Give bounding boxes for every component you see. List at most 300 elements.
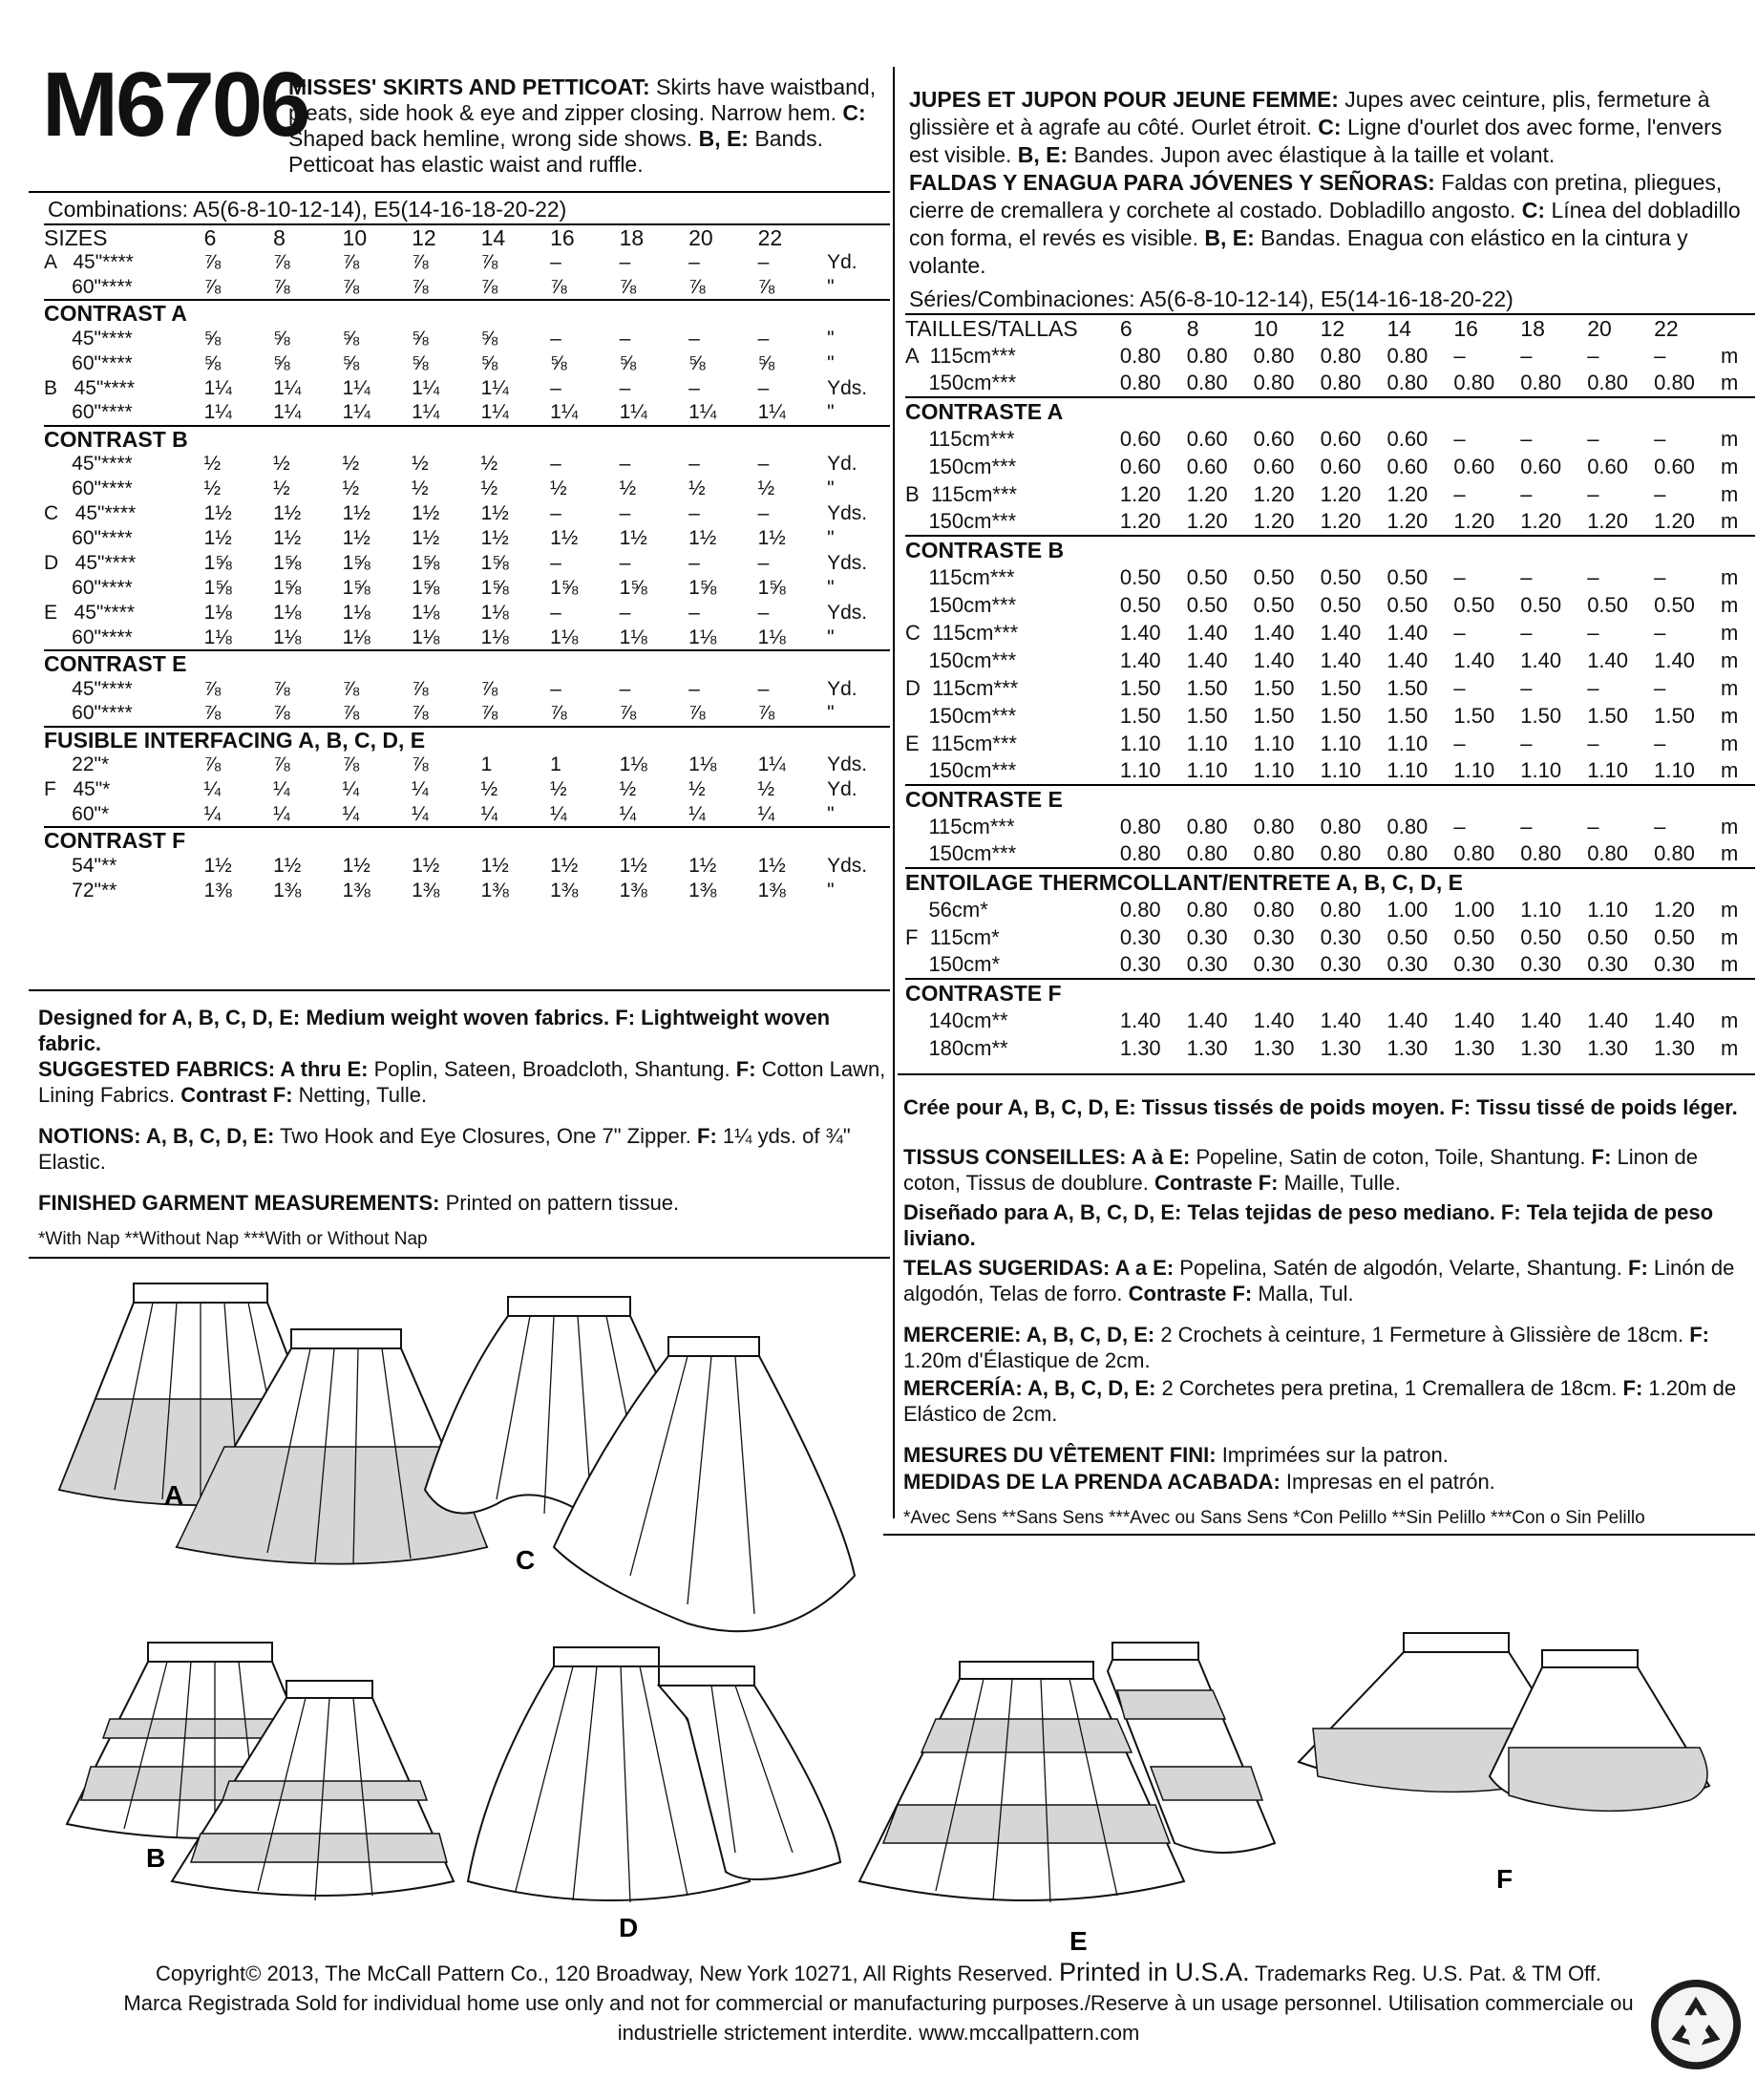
yardage-cell: 1.50 [1387,703,1429,728]
yardage-cell: – [688,327,700,350]
yardage-cell: 1.50 [1587,703,1629,728]
fabric-width-label: 150cm*** [905,509,1017,534]
size-header-16: 16 [1453,314,1520,342]
yardage-cell: 1.10 [1186,758,1228,783]
yardage-cell: 0.60 [1320,426,1362,451]
yardage-cell: 1.30 [1453,1035,1495,1060]
yardage-row [905,702,1755,730]
yardage-cell: 1.50 [1387,675,1429,700]
tissus-conseilles [903,1144,1753,1196]
intro-french [909,86,1757,169]
yardage-cell: – [1453,426,1466,451]
yardage-cell: – [757,502,770,525]
yardage-cell: 0.50 [1186,592,1228,617]
yardage-cell: – [619,251,631,274]
yardage-cell: 1⅝ [273,577,302,600]
yardage-cell: 0.60 [1253,426,1295,451]
suggested-cf: Contrast F: [180,1083,293,1107]
yardage-cell: – [757,677,770,700]
yardage-cell: ½ [342,477,360,500]
yardage-cell: 1.10 [1587,897,1629,922]
view-d-illustration [468,1647,840,1902]
yardage-cell: 1.40 [1186,1008,1228,1032]
yardage-cell: 0.60 [1520,454,1562,478]
yardage-cell: 1.30 [1186,1035,1228,1060]
unit-cell: " [827,327,835,350]
size-header-6: 6 [1120,314,1187,342]
yardage-cell: 1⅝ [757,577,786,600]
unit-cell: m [1721,481,1739,506]
intro-es-body: Faldas con pretina, pliegues, cierre de cremallera y corchete al costado. Dobladillo angosto. [909,170,1723,223]
yardage-cell: ½ [550,477,567,500]
yardage-cell: ⅞ [619,702,637,725]
yardage-cell: – [550,552,561,575]
yardage-cell: – [550,677,561,700]
fabric-width-label: D 115cm*** [905,675,1019,700]
yardage-cell: 1.40 [1453,647,1495,672]
yardage-cell: ½ [342,453,360,476]
yardage-cell: 1¼ [342,401,370,424]
unit-cell: m [1721,897,1739,922]
unit-cell: m [1721,343,1739,368]
yardage-cell: ½ [273,453,290,476]
yardage-cell: – [1453,481,1466,506]
yardage-cell: ⅞ [412,275,429,298]
yardage-cell: 0.80 [1320,371,1362,395]
yardage-cell: ⅞ [342,251,360,274]
yardage-cell: 1.20 [1253,509,1295,534]
yardage-row [905,840,1755,868]
yardage-cell: ¼ [342,778,360,801]
yardage-cell: – [688,552,700,575]
finished-text: Printed on pattern tissue. [439,1191,680,1215]
yardage-cell: 1.40 [1186,620,1228,645]
yardage-cell: 1⅝ [550,577,579,600]
yardage-row [44,626,890,650]
yardage-cell: 1½ [203,502,232,525]
fabric-width-label: 60"**** [44,626,133,648]
yardage-cell: ½ [688,778,706,801]
yardage-cell: ⅞ [619,275,637,298]
yardage-row [44,351,890,376]
yardage-cell: 1⅛ [273,602,302,625]
yardage-cell: 1⅜ [757,879,786,902]
yardage-row [905,730,1755,757]
yardage-cell: ⅞ [342,753,360,776]
unit-cell: m [1721,620,1739,645]
notes-bottom-rule-en [29,1257,890,1259]
section-heading-row [44,650,890,676]
yardage-cell: 1.10 [1520,897,1562,922]
yardage-cell: ¼ [757,802,775,825]
yardage-cell: 1.10 [1520,758,1562,783]
yardage-cell: – [550,502,561,525]
yardage-cell: – [1654,620,1666,645]
medidas-text: Impresas en el patrón. [1280,1470,1495,1494]
yardage-cell: ⅝ [757,351,775,374]
unit-cell: Yds. [827,753,868,776]
yardage-cell: 0.30 [1520,952,1562,977]
yardage-cell: 0.80 [1587,841,1629,866]
yardage-cell: 1¼ [203,401,232,424]
section-heading: CONTRAST A [44,300,890,326]
trademark-text: Trademarks Reg. U.S. Pat. & TM Off. [1249,1962,1601,1985]
yardage-cell: 0.80 [1253,371,1295,395]
yardage-cell: 1½ [342,502,370,525]
fabric-width-label: B 45"**** [44,376,136,399]
yardage-cell: 1.30 [1587,1035,1629,1060]
yardage-cell: 0.80 [1453,841,1495,866]
yardage-cell: ⅝ [203,351,222,374]
yardage-cell: 1⅛ [412,602,440,625]
yardage-cell: 1½ [342,854,370,877]
yardage-cell: – [1520,731,1533,755]
yardage-cell: ⅞ [203,702,222,725]
size-header-10: 10 [1254,314,1321,342]
intro-fr-c-text: Ligne d'ourlet dos avec forme, l'envers est visible. [909,115,1723,167]
fabric-width-label: 72"** [44,879,117,902]
yardage-cell: – [757,327,770,350]
yardage-cell: – [1520,426,1533,451]
yardage-cell: – [1520,564,1533,589]
unit-cell: " [827,477,835,500]
yardage-cell: 1¼ [480,376,509,399]
yardage-cell: ⅝ [480,327,498,350]
yardage-cell: 1.20 [1520,509,1562,534]
yardage-cell: ¼ [412,778,429,801]
intro-en-be: B, E: [698,126,749,151]
yardage-cell: 1.40 [1253,647,1295,672]
intro-fr-title: JUPES ET JUPON POUR JEUNE FEMME: [909,87,1339,112]
yardage-row [44,250,890,275]
disenado-para [903,1199,1753,1251]
yardage-cell: 1⅜ [619,879,647,902]
yardage-cell: 0.50 [1387,564,1429,589]
unit-cell: m [1721,814,1739,838]
unit-cell: " [827,626,835,648]
fabric-width-label: 150cm*** [905,371,1017,395]
tissus-cf-text: Maille, Tulle. [1278,1171,1401,1195]
yardage-cell: 0.30 [1387,952,1429,977]
merceria-f: F: [1622,1376,1643,1400]
nap-legend-en: *With Nap **Without Nap ***With or Without Nap [38,1229,428,1249]
yardage-cell: 0.80 [1253,841,1295,866]
size-header-12: 12 [412,224,481,250]
intro-spanish [909,169,1757,280]
yardage-cell: 1 [550,753,561,776]
yardage-row [44,376,890,401]
yardage-row [905,951,1755,979]
suggested-f: F: [735,1057,756,1081]
yardage-cell: ⅝ [342,351,360,374]
section-heading-row [905,868,1755,896]
yardage-cell: 0.50 [1387,924,1429,949]
yardage-cell: 1.10 [1320,758,1362,783]
merceria-f-text: 1.20m de Elástico de 2cm. [903,1376,1737,1426]
fabric-width-label: 140cm** [905,1008,1008,1032]
yardage-cell: ⅝ [342,327,360,350]
yardage-cell: ¼ [480,802,498,825]
yardage-cell: – [757,376,770,399]
yardage-cell: 1⅛ [342,626,370,648]
yardage-cell: 1.10 [1453,758,1495,783]
size-header-unit [827,224,890,250]
fabric-width-label: 150cm* [905,952,1001,977]
yardage-cell: 1¼ [412,376,440,399]
yardage-cell: 1⅝ [619,577,647,600]
yardage-cell: 0.80 [1186,814,1228,838]
yardage-cell: 0.80 [1119,814,1161,838]
yardage-cell: ⅞ [273,702,290,725]
yardage-cell: 1.40 [1654,647,1695,672]
combinations-en: Combinations: A5(6-8-10-12-14), E5(14-16-18-20-22) [48,197,567,222]
size-header-12: 12 [1321,314,1387,342]
mercerie-text: 2 Crochets à ceinture, 1 Fermeture à Glissière de 18cm. [1154,1323,1690,1347]
yardage-cell: 1⅛ [342,602,370,625]
intro-en-c: C: [842,100,866,125]
yardage-cell: 1¼ [619,401,647,424]
yardage-cell: 1.20 [1253,481,1295,506]
size-header-row [44,224,890,250]
yardage-cell: ⅞ [757,275,775,298]
yardage-cell: ⅞ [412,702,429,725]
yardage-row [44,401,890,426]
yardage-cell: 0.80 [1253,897,1295,922]
section-heading: CONTRAST E [44,650,890,676]
fabric-width-label: 54"** [44,854,117,877]
size-header-8: 8 [273,224,343,250]
yardage-table-metric [905,313,1755,1062]
yardage-cell: 1.40 [1587,1008,1629,1032]
yardage-row [905,619,1755,647]
intro-fr-body: Jupes avec ceinture, plis, fermeture à glissière et à agrafe au côté. Ourlet étroit. [909,87,1710,139]
unit-cell: Yd. [827,251,857,274]
section-heading: ENTOILAGE THERMCOLLANT/ENTRETE A, B, C, D, E [905,868,1755,896]
fabric-width-label: F 115cm* [905,924,1000,949]
section-heading-row [44,727,890,753]
fabric-width-label: 150cm*** [905,647,1017,672]
yardage-cell: 1.40 [1253,620,1295,645]
yardage-cell: 1½ [480,502,509,525]
finished-label: FINISHED GARMENT MEASUREMENTS: [38,1191,440,1215]
yardage-cell: 0.80 [1320,814,1362,838]
telas-cf-text: Malla, Tul. [1252,1282,1354,1305]
yardage-cell: 1.50 [1453,703,1495,728]
yardage-cell: 1⅝ [342,577,370,600]
yardage-cell: ¼ [550,802,567,825]
size-header-22: 22 [1654,314,1721,342]
yardage-cell: 1½ [480,527,509,550]
yardage-cell: ⅞ [203,275,222,298]
yardage-cell: 0.80 [1119,897,1161,922]
unit-cell: m [1721,841,1739,866]
unit-cell: m [1721,564,1739,589]
yardage-row [44,501,890,526]
yardage-cell: – [757,552,770,575]
merceria-label: MERCERÍA: A, B, C, D, E: [903,1376,1156,1400]
size-header-14: 14 [481,224,551,250]
yardage-cell: – [1453,620,1466,645]
yardage-cell: 1¼ [412,401,440,424]
yardage-cell: ¼ [412,802,429,825]
yardage-cell: 1⅜ [412,879,440,902]
yardage-cell: ⅞ [342,275,360,298]
yardage-row [44,526,890,551]
yardage-cell: – [619,677,631,700]
yardage-row [44,327,890,351]
yardage-row [905,1007,1755,1034]
yardage-cell: 1.50 [1654,703,1695,728]
yardage-cell: – [1587,426,1599,451]
unit-cell: " [827,702,835,725]
mesures-label: MESURES DU VÊTEMENT FINI: [903,1443,1217,1467]
unit-cell: " [827,802,835,825]
tissus-cf: Contraste F: [1154,1171,1279,1195]
unit-cell: m [1721,758,1739,783]
yardage-cell: 1½ [550,527,579,550]
yardage-cell: 0.60 [1186,426,1228,451]
view-e-illustration [859,1643,1275,1902]
yardage-cell: 0.50 [1320,592,1362,617]
yardage-cell: – [1587,814,1599,838]
designed-for-text: Designed for A, B, C, D, E: Medium weight woven fabrics. F: Lightweight woven fabric. [38,1006,831,1055]
yardage-cell: 1½ [412,502,440,525]
yardage-row [905,453,1755,480]
fabric-width-label: 60"**** [44,527,133,550]
yardage-cell: 1.40 [1119,647,1161,672]
yardage-cell: 0.80 [1186,841,1228,866]
yardage-cell: 1⅛ [550,626,579,648]
suggested-f-text: Cotton Lawn, Lining Fabrics. [38,1057,886,1107]
yardage-cell: – [1654,731,1666,755]
yardage-cell: 1¼ [757,401,786,424]
yardage-cell: ¼ [688,802,706,825]
yardage-cell: 1.20 [1320,509,1362,534]
yardage-cell: 1.50 [1119,703,1161,728]
yardage-cell: – [1453,814,1466,838]
yardage-cell: – [550,376,561,399]
fabric-width-label: 60"* [44,802,110,825]
telas-f-text: Linón de algodón, Telas de forro. [903,1256,1735,1305]
tissus-text: Popeline, Satin de coton, Toile, Shantung. [1190,1145,1592,1169]
yardage-row [905,757,1755,785]
yardage-row [905,923,1755,951]
yardage-cell: 0.50 [1387,592,1429,617]
fabric-width-label: 115cm*** [905,426,1015,451]
yardage-cell: 0.80 [1320,343,1362,368]
yardage-cell: ¼ [619,802,637,825]
intro-fr-c: C: [1318,115,1342,139]
yardage-cell: 1.40 [1387,647,1429,672]
yardage-cell: 1⅝ [203,552,232,575]
yardage-cell: 1.40 [1654,1008,1695,1032]
notes-rule-en [29,989,890,991]
finished-measurements-en [38,1190,888,1216]
view-label-a: A [164,1480,184,1510]
section-heading-row [905,979,1755,1007]
yardage-cell: – [1654,564,1666,589]
section-heading-row [44,300,890,326]
yardage-cell: – [1587,675,1599,700]
unit-cell: m [1721,1035,1739,1060]
yardage-cell: 1⅝ [688,577,717,600]
skirt-illustrations [0,1270,1757,1958]
yardage-cell: 1.10 [1253,731,1295,755]
yardage-cell: 1.20 [1587,509,1629,534]
yardage-cell: 0.50 [1587,592,1629,617]
nap-legend-metric: *Avec Sens **Sans Sens ***Avec ou Sans Sens *Con Pelillo **Sin Pelillo ***Con o Sin Pelillo [903,1508,1645,1528]
fabric-width-label: 56cm* [905,897,988,922]
unit-cell: m [1721,1008,1739,1032]
yardage-row [44,677,890,702]
yardage-cell: 1½ [273,854,302,877]
size-header-18: 18 [1520,314,1587,342]
yardage-cell: ⅝ [619,351,637,374]
yardage-cell: – [550,327,561,350]
footer-line-2: Marca Registrada Sold for individual home use only and not for commercial or manufacturing purposes./Reserve à un usage personnel. Utilisation commerciale ou [123,1991,1634,2015]
size-header-14: 14 [1387,314,1453,342]
yardage-cell: 1⅝ [480,577,509,600]
notions-en [38,1123,888,1175]
yardage-cell: ⅞ [480,702,498,725]
yardage-cell: ⅝ [480,351,498,374]
yardage-cell: 1½ [619,527,647,550]
intro-es-title: FALDAS Y ENAGUA PARA JÓVENES Y SEÑORAS: [909,170,1435,195]
yardage-cell: 1½ [757,854,786,877]
yardage-cell: 1⅛ [273,626,302,648]
intro-es-c: C: [1521,198,1546,223]
size-header-6: 6 [204,224,274,250]
yardage-cell: 0.50 [1587,924,1629,949]
yardage-cell: 1.20 [1387,509,1429,534]
yardage-cell: 1.40 [1587,647,1629,672]
yardage-cell: – [1520,343,1533,368]
yardage-cell: 1.40 [1119,1008,1161,1032]
yardage-row [44,753,890,777]
yardage-cell: ½ [619,477,637,500]
yardage-row [905,647,1755,674]
yardage-cell: – [1520,814,1533,838]
yardage-cell: 1.50 [1119,675,1161,700]
yardage-cell: – [1654,675,1666,700]
yardage-cell: 1⅛ [688,626,717,648]
yardage-cell: 1.30 [1520,1035,1562,1060]
yardage-row [44,477,890,501]
mercerie-f-text: 1.20m d'Élastique de 2cm. [903,1348,1151,1372]
copyright-text: Copyright© 2013, The McCall Pattern Co., 120 Broadway, New York 10271, All Rights Reserved. [155,1962,1059,1985]
yardage-cell: – [1654,814,1666,838]
yardage-cell: – [1654,481,1666,506]
yardage-cell: 1.40 [1320,620,1362,645]
unit-cell: Yd. [827,453,857,476]
yardage-cell: 1.40 [1320,1008,1362,1032]
yardage-cell: 0.80 [1587,371,1629,395]
yardage-cell: – [1654,343,1666,368]
yardage-row [905,896,1755,923]
yardage-cell: – [1453,564,1466,589]
yardage-cell: 1.10 [1253,758,1295,783]
yardage-cell: 0.60 [1119,454,1161,478]
yardage-cell: ⅝ [412,327,429,350]
yardage-cell: – [688,677,700,700]
view-f-illustration [1299,1633,1709,1811]
fabric-width-label: 115cm*** [905,814,1015,838]
yardage-cell: 1½ [550,854,579,877]
unit-cell: m [1721,371,1739,395]
combinations-metric: Séries/Combinaciones: A5(6-8-10-12-14), E5(14-16-18-20-22) [909,286,1514,311]
yardage-row [905,508,1755,536]
yardage-cell: ½ [757,778,775,801]
